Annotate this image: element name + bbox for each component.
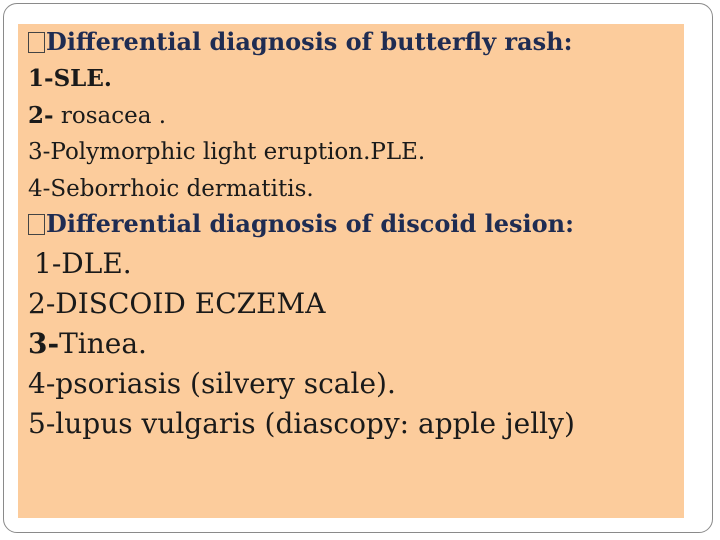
item-number: 4- xyxy=(28,176,51,202)
item-text: Polymorphic light eruption.PLE. xyxy=(50,139,426,165)
item-text: SLE. xyxy=(53,65,112,92)
item-number: 2- xyxy=(28,102,54,129)
heading-butterfly-rash-text: Differential diagnosis of butterfly rash: xyxy=(46,27,573,56)
item-text: DISCOID ECZEMA xyxy=(55,287,326,320)
butterfly-item-2 xyxy=(28,104,166,128)
heading-discoid-lesion xyxy=(28,209,574,238)
item-text: Tinea. xyxy=(59,327,147,360)
item-number: 3- xyxy=(28,327,60,360)
item-number: 5- xyxy=(28,407,56,440)
discoid-item-3 xyxy=(28,327,147,360)
item-text: lupus vulgaris (diascopy: apple jelly) xyxy=(55,407,575,440)
item-number: 4- xyxy=(28,367,56,400)
item-number: 1- xyxy=(28,65,54,92)
heading-discoid-lesion-text: Differential diagnosis of discoid lesion: xyxy=(46,209,574,238)
discoid-item-1 xyxy=(34,247,132,280)
item-text: DLE. xyxy=(61,247,132,280)
item-text: psoriasis (silvery scale). xyxy=(55,367,396,400)
discoid-item-4 xyxy=(28,367,396,400)
item-number: 2- xyxy=(28,287,56,320)
butterfly-item-4 xyxy=(28,178,314,201)
heading-butterfly-rash xyxy=(28,27,573,56)
item-text: Seborrhoic dermatitis. xyxy=(50,176,314,202)
item-number: 3- xyxy=(28,139,51,165)
butterfly-item-1 xyxy=(28,67,112,90)
discoid-item-2 xyxy=(28,287,326,320)
missing-glyph-bullet-icon xyxy=(28,32,45,53)
missing-glyph-bullet-icon xyxy=(28,214,45,235)
butterfly-item-3 xyxy=(28,141,425,164)
discoid-item-5 xyxy=(28,407,575,440)
item-number: 1- xyxy=(34,247,62,280)
item-text: rosacea . xyxy=(53,103,167,129)
